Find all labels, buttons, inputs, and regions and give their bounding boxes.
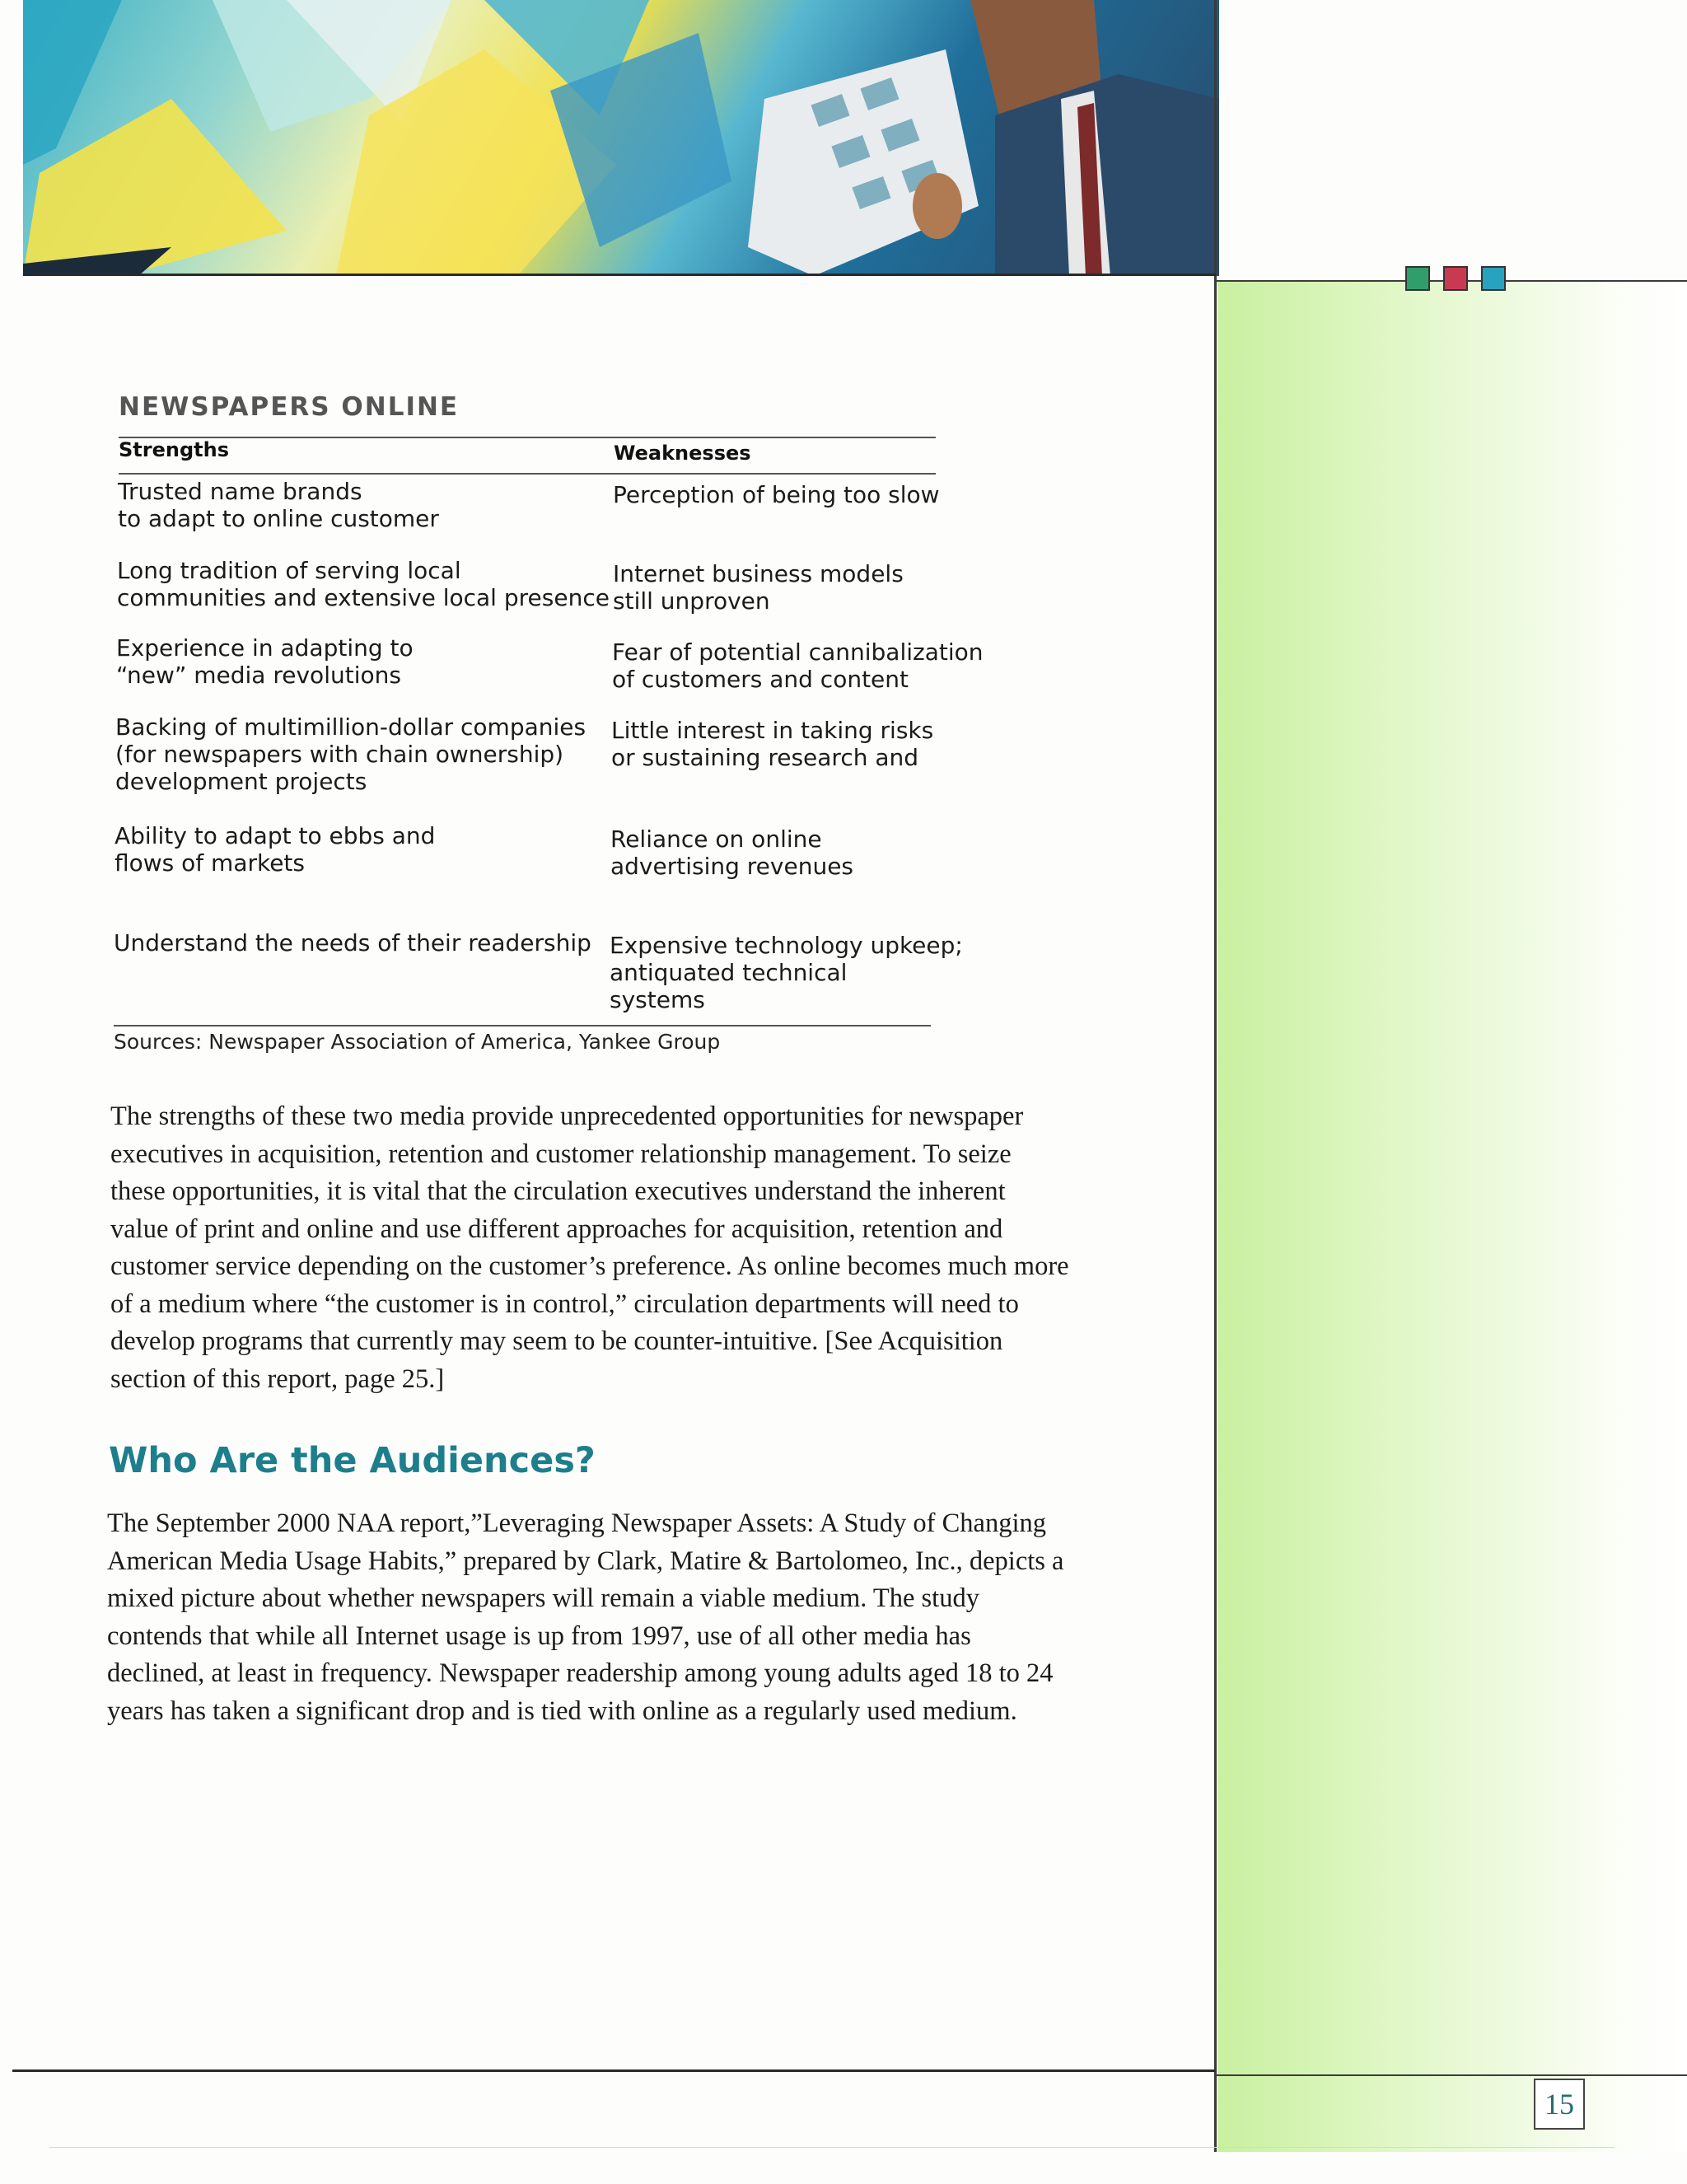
- square-green: [1405, 266, 1430, 291]
- page-number: 15: [1534, 2079, 1585, 2130]
- weakness-2: Internet business models still unproven: [613, 560, 904, 615]
- square-teal: [1481, 266, 1506, 291]
- weakness-4: Little interest in taking risks or sustaining research and: [611, 717, 934, 771]
- weakness-5: Reliance on online advertising revenues: [610, 825, 854, 880]
- illustration-artwork: [23, 0, 1219, 276]
- table-bottom-rule: [114, 1025, 931, 1027]
- table-top-rule: [119, 437, 936, 438]
- strength-2: Long tradition of serving local communities and extensive local presence: [117, 557, 610, 611]
- vertical-divider: [1214, 0, 1217, 2152]
- strength-5: Ability to adapt to ebbs and flows of markets: [114, 822, 436, 877]
- weakness-6: Expensive technology upkeep; antiquated technical systems: [610, 932, 963, 1013]
- strength-3: Experience in adapting to “new” media revolutions: [116, 634, 414, 689]
- body-paragraph-1: The strengths of these two media provide unprecedented opportunities for newspaper executives in acquisition, retention and customer relationship management. To seize these opportunities, it is vital that the circulation executives understand the inherent value of print and online and use different approaches for acquisition, retention and customer service depending on the customer’s preference. As online becomes much more of a medium where “the customer is in control,” circulation departments will need to develop programs that currently may seem to be counter-intuitive. [See Acquisition section of this report, page 25.]: [110, 1101, 1069, 1394]
- header-illustration: [23, 0, 1219, 276]
- decorative-squares: [1405, 266, 1506, 294]
- footer-rule-right: [1216, 2074, 1687, 2076]
- side-panel: [1217, 280, 1687, 2152]
- table-source: Sources: Newspaper Association of America, Yankee Group: [114, 1030, 721, 1054]
- footer-rule: [12, 2069, 1215, 2072]
- weaknesses-header: Weaknesses: [614, 442, 751, 465]
- strength-1: Trusted name brands to adapt to online customer: [118, 478, 439, 532]
- strengths-header: Strengths: [119, 438, 229, 461]
- table-header-rule: [119, 473, 936, 475]
- strength-4: Backing of multimillion-dollar companies (for newspapers with chain ownership) development projects: [115, 713, 586, 795]
- header-rule: [33, 274, 1216, 276]
- footer-hairline: [49, 2147, 1615, 2148]
- strength-6: Understand the needs of their readership: [114, 929, 591, 956]
- square-red: [1443, 266, 1468, 291]
- weakness-1: Perception of being too slow: [613, 481, 940, 508]
- body-paragraph-2: The September 2000 NAA report,”Leveraging Newspaper Assets: A Study of Changing American Media Usage Habits,” prepared by Clark, Matire & Bartolomeo, Inc., depicts a mixed picture about whether newspapers will remain a viable medium. The study contends that while all Internet usage is up from 1997, use of all other media has declined, at least in frequency. Newspaper readership among young adults aged 18 to 24 years has taken a significant drop and is tied with online as a regularly used medium.: [107, 1508, 1064, 1726]
- table-title: NEWSPAPERS ONLINE: [119, 392, 460, 422]
- weakness-3: Fear of potential cannibalization of customers and content: [612, 638, 984, 693]
- section-heading: Who Are the Audiences?: [109, 1440, 596, 1481]
